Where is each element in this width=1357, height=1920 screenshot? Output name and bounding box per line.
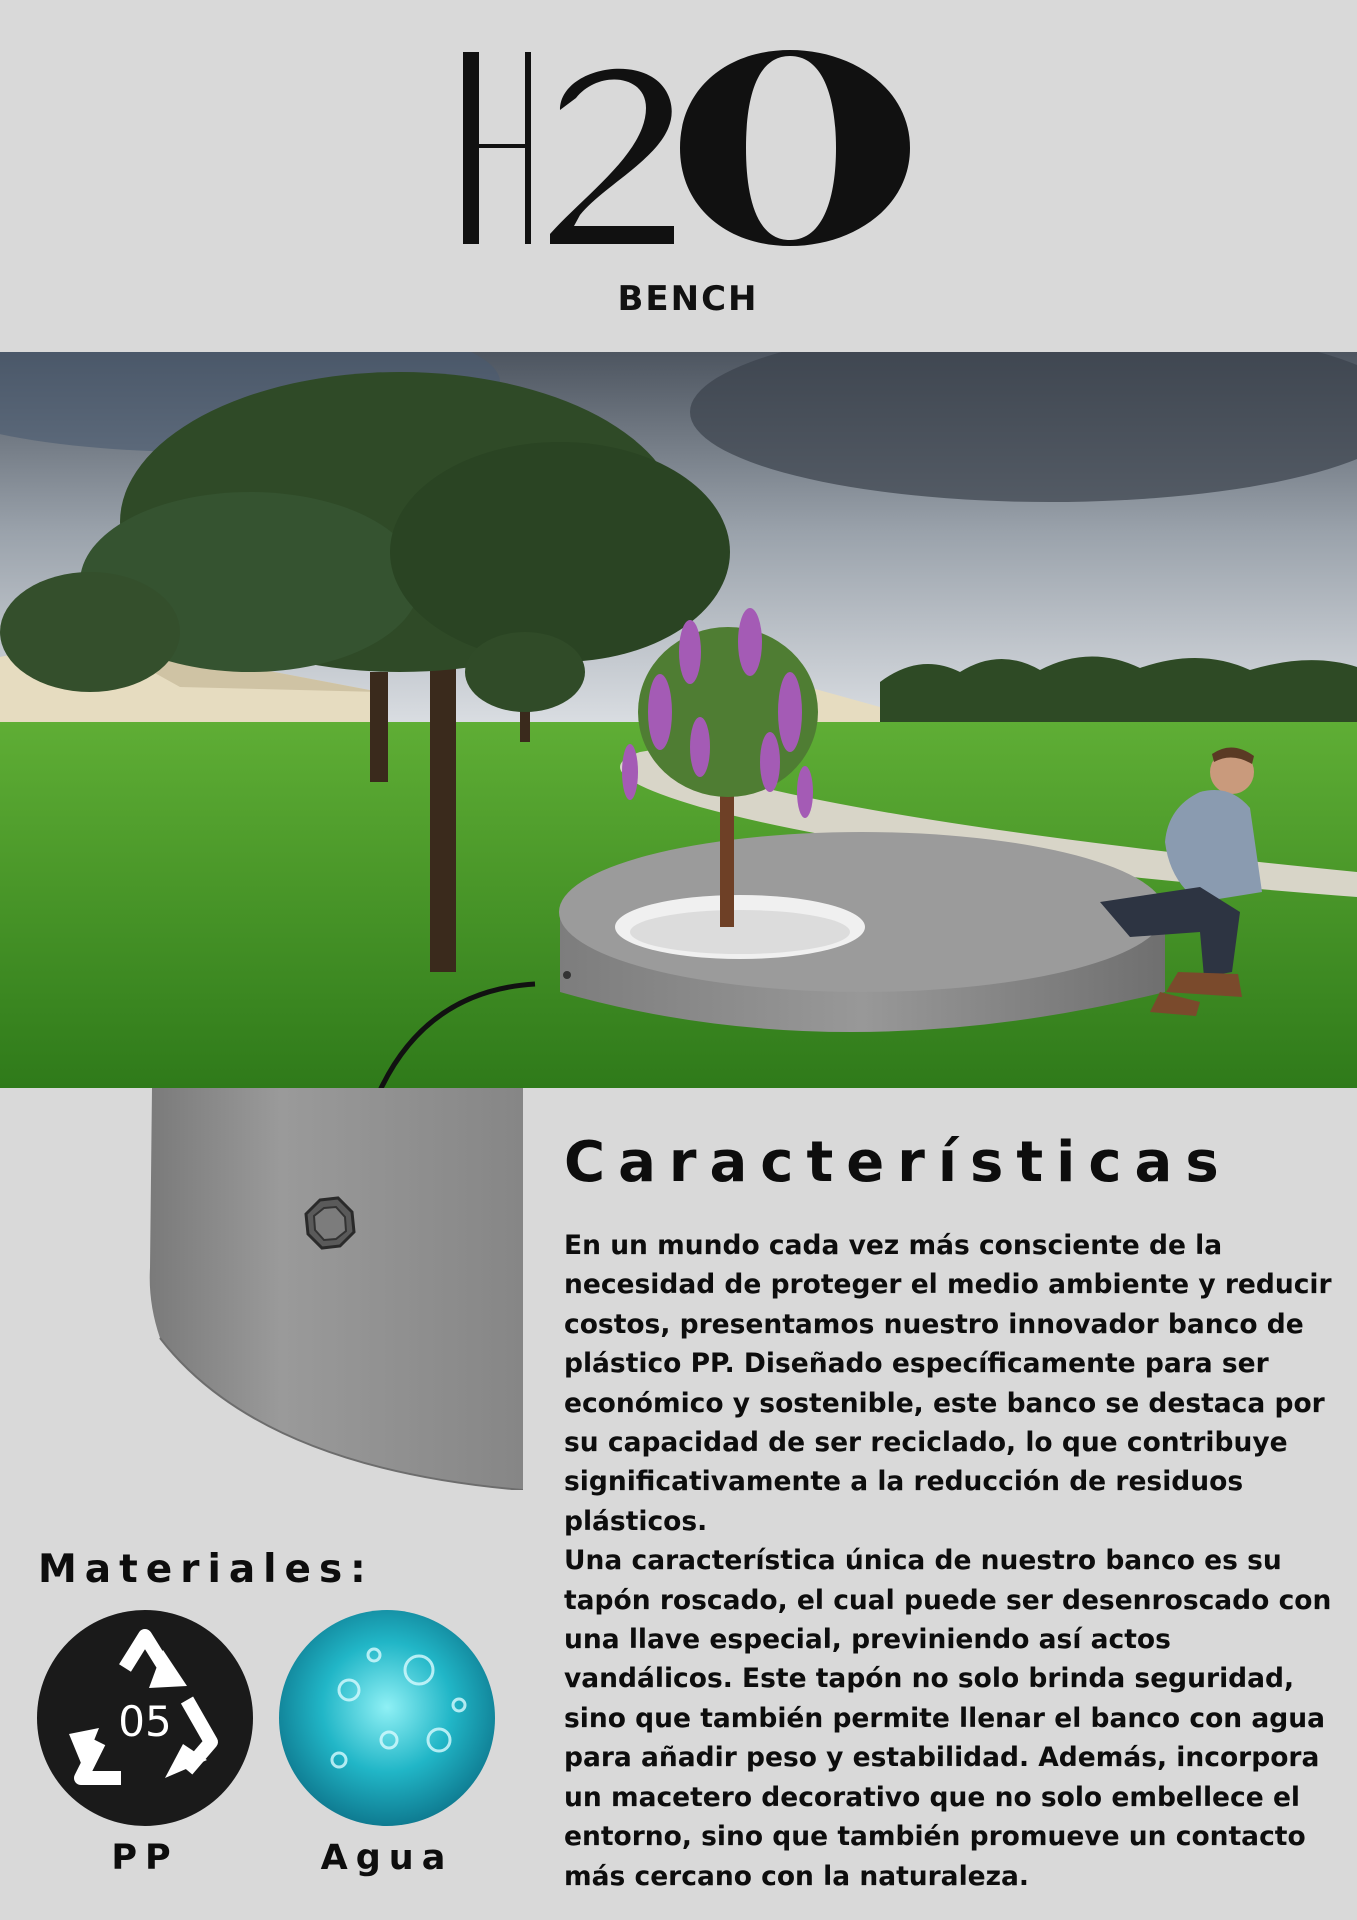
features-paragraph-2: Una característica única de nuestro banco es su tapón roscado, el cual puede ser desenroscado con una llave especial, previniendo así actos vandálicos. Este tapón no solo brinda seguridad, sino que también permite llenar el banco con agua para añadir peso y estabilidad. Además, incorpora un macetero decorativo que no solo embellece el entorno, sino que también promueve un contacto más cercano con la naturaleza.	[564, 1545, 1332, 1892]
logo-sub-text: BENCH	[617, 279, 759, 319]
features-heading: Características	[564, 1130, 1232, 1195]
materials-title: Materiales:	[38, 1547, 374, 1592]
water-icon	[279, 1610, 495, 1826]
features-paragraph-1: En un mundo cada vez más consciente de la necesidad de proteger el medio ambiente y reducir costos, presentamos nuestro innovador banco de plástico PP. Diseñado específicamente para ser económico y sostenible, este banco se destaca por su capacidad de ser reciclado, lo que contribuye significativamente a la reducción de residuos plásticos.	[564, 1230, 1332, 1537]
recycle-code-text: 05	[118, 1697, 172, 1746]
recycle-pp-icon	[37, 1610, 253, 1826]
park-bench-photo	[0, 352, 1357, 1088]
h2o-bench-logo	[440, 40, 920, 320]
material-label-agua: Agua	[320, 1838, 454, 1878]
threaded-cap-icon	[306, 1198, 354, 1248]
bench-cap-detail	[140, 1088, 523, 1490]
features-description	[564, 1226, 1334, 1896]
material-label-pp: PP	[111, 1838, 179, 1878]
